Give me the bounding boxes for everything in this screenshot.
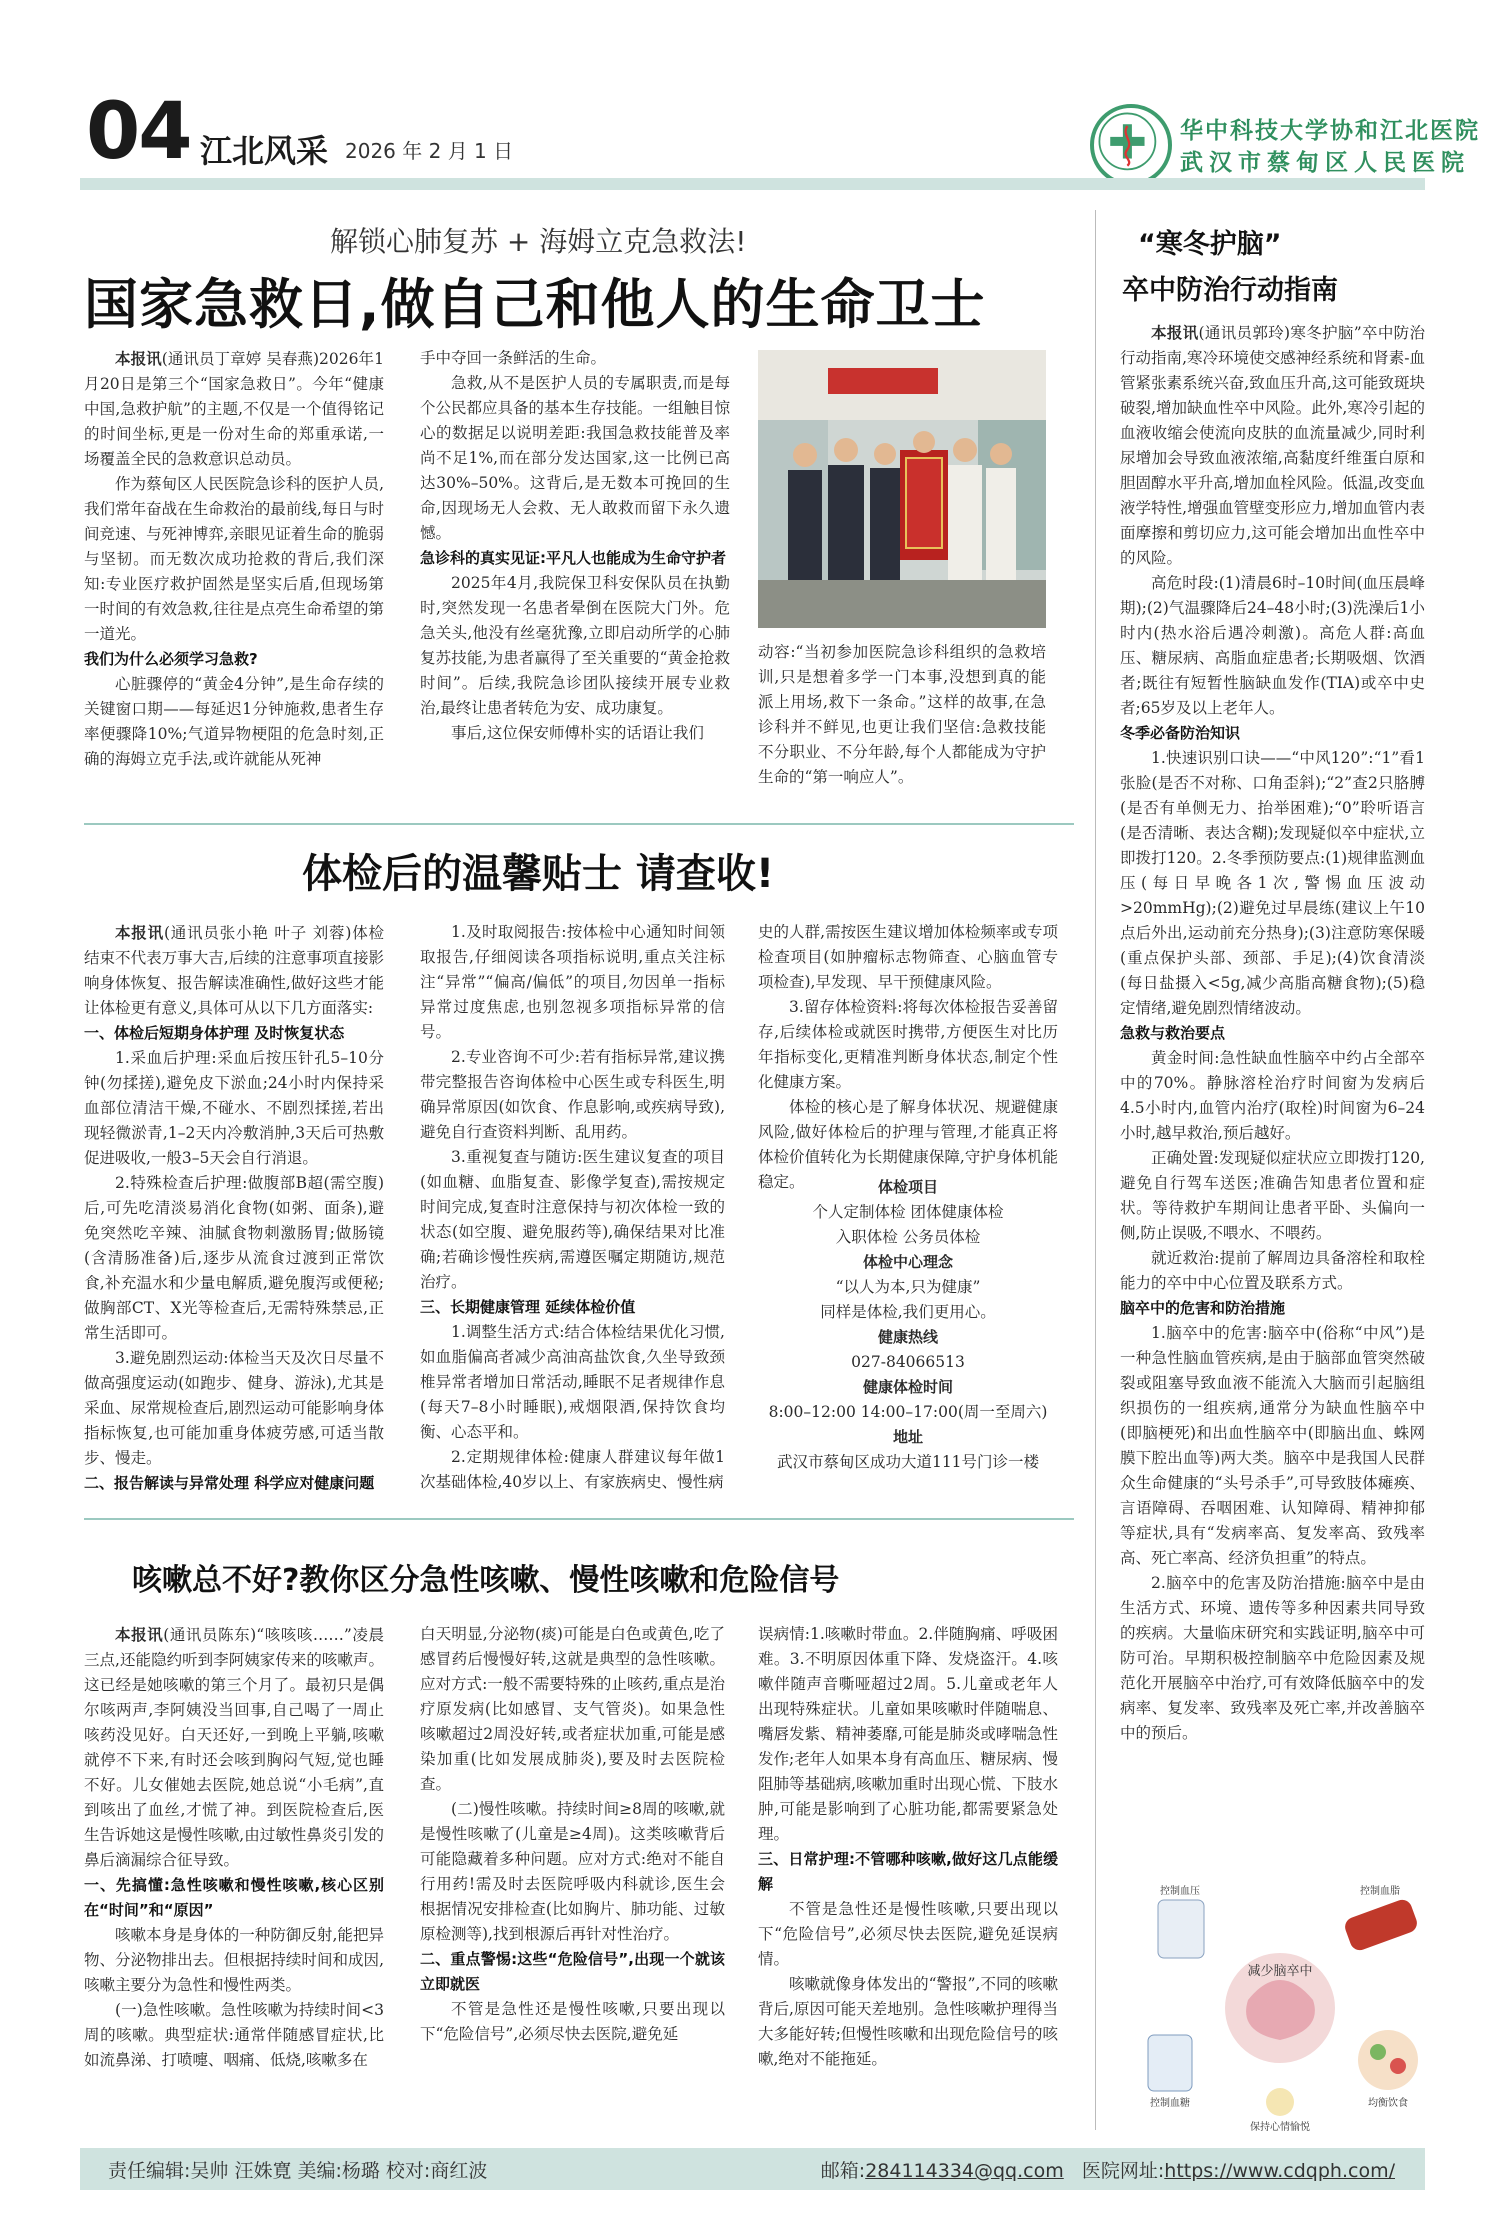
- info-items-line1: 个人定制体检 团体健康体检: [812, 1203, 1004, 1221]
- section-subhead: 一、先搞懂:急性咳嗽和慢性咳嗽,核心区别在“时间”和“原因”: [84, 1876, 384, 1919]
- body-paragraph: (一)急性咳嗽。急性咳嗽为持续时间<3周的咳嗽。典型症状:通常伴随感冒症状,比如流鼻涕、打喷嚏、咽痛、低烧,咳嗽多在: [84, 2001, 384, 2069]
- body-paragraph: 不管是急性还是慢性咳嗽,只要出现以下“危险信号”,必须尽快去医院,避免延误病情。: [758, 1900, 1058, 1968]
- sidebar-title-line1: “寒冬护脑”: [1138, 229, 1282, 260]
- info-items-label: 体检项目: [877, 1178, 938, 1196]
- body-paragraph: 误病情:1.咳嗽时带血。2.伴随胸痛、呼吸困难。3.不明原因体重下降、发烧盗汗。4.咳嗽伴随声音嘶哑超过2周。5.儿童或老年人出现特殊症状。儿童如果咳嗽时伴随喘息、嘴唇发紫、精神萎靡,可能是肺炎或哮喘急性发作;老年人如果本身有高血压、糖尿病、慢阻肺等基础病,咳嗽加重时出现心慌、下肢水肿,可能是影响到了心脏功能,都需要紧急处理。: [758, 1625, 1058, 1843]
- info-hotline: 027-84066513: [851, 1353, 965, 1371]
- body-paragraph: [84, 346, 384, 472]
- body-paragraph: [84, 920, 384, 1021]
- info-address-label: 地址: [892, 1428, 923, 1446]
- article1-column-1: [84, 346, 384, 772]
- infographic-label-lipid: 控制血脂: [1360, 1886, 1400, 1897]
- body-paragraph: 1.采血后护理:采血后按压针孔5–10分钟(勿揉搓),避免皮下淤血;24小时内保持采血部位清洁干燥,不碰水、不剧烈揉搓,若出现轻微淤青,1–2天内冷敷消肿,3天后可热敷促进吸收,一般3–5天会自行消退。: [84, 1049, 384, 1167]
- body-paragraph: 心脏骤停的“黄金4分钟”,是生命存续的关键窗口期——每延迟1分钟施救,患者生存率便骤降10%;气道异物梗阻的危急时刻,正确的海姆立克手法,或许就能从死神: [84, 675, 384, 768]
- article3-column-1: [84, 1622, 384, 2073]
- body-paragraph: 2.定期规律体检:健康人群建议每年做1次基础体检,40岁以上、有家族病史、慢性病: [420, 1448, 725, 1491]
- body-paragraph: 手中夺回一条鲜活的生命。: [420, 349, 607, 367]
- byline-lead: 本报讯: [115, 349, 162, 368]
- infographic-label-bp: 控制血压: [1160, 1886, 1200, 1897]
- body-paragraph: 作为蔡甸区人民医院急诊科的医护人员,我们常年奋战在生命救治的最前线,每日与时间竞速、与死神博弈,亲眼见证着生命的脆弱与坚韧。而无数次成功抢救的背后,我们深知:专业医疗救护固然是坚实后盾,但现场第一时间的有效急救,往往是点亮生命希望的第一道光。: [84, 475, 384, 643]
- info-hours-label: 健康体检时间: [862, 1378, 953, 1396]
- body-paragraph: (二)慢性咳嗽。持续时间≥8周的咳嗽,就是慢性咳嗽了(儿童是≥4周)。这类咳嗽背后可能隐藏着多种问题。应对方式:绝对不能自行用药!需及时去医院呼吸内科就诊,医生会根据情况安排检查(比如胸片、肺功能、过敏原检测等),找到根源后再针对性治疗。: [420, 1800, 725, 1943]
- article1-kicker: 解锁心肺复苏 + 海姆立克急救法!: [330, 225, 747, 258]
- byline-lead: 本报讯: [1151, 323, 1199, 342]
- section-subhead: 二、报告解读与异常处理 科学应对健康问题: [84, 1474, 375, 1492]
- info-hotline-label: 健康热线: [877, 1328, 938, 1346]
- footer-email-label: 邮箱:: [820, 2160, 866, 2182]
- issue-date: 2026 年 2 月 1 日: [345, 139, 514, 163]
- infographic-label-food: 均衡饮食: [1368, 2098, 1408, 2109]
- section-subhead: 我们为什么必须学习急救?: [84, 650, 258, 668]
- body-paragraph: 3.留存体检资料:将每次体检报告妥善留存,后续体检或就医时携带,方便医生对比历年指标变化,更精准判断身体状态,制定个性化健康方案。: [758, 998, 1058, 1091]
- article2-column-3: [758, 920, 1058, 1195]
- info-philosophy-label: 体检中心理念: [862, 1253, 953, 1271]
- article1-photo: [758, 350, 1046, 628]
- info-philosophy-line2: 同样是体检,我们更用心。: [820, 1303, 996, 1321]
- paragraph-text: (通讯员陈东)“咳咳咳……”凌晨三点,还能隐约听到李阿姨家传来的咳嗽声。这已经是她咳嗽的第三个月了。最初只是偶尔咳两声,李阿姨没当回事,自己喝了一周止咳药没见好。白天还好,一到晚上平躺,咳嗽就停不下来,有时还会咳到胸闷气短,觉也睡不好。儿女催她去医院,她总说“小毛病”,直到咳出了血丝,才慌了神。到医院检查后,医生告诉她这是慢性咳嗽,由过敏性鼻炎引发的鼻后滴漏综合征导致。: [84, 1626, 384, 1869]
- page-number: 04: [86, 87, 191, 177]
- section-subhead: 二、重点警惕:这些“危险信号”,出现一个就该立即就医: [420, 1950, 725, 1993]
- sidebar-column: [1120, 320, 1425, 1746]
- article2-top-rule: [84, 823, 1074, 825]
- hospital-name-line1: 华中科技大学协和江北医院: [1180, 117, 1480, 144]
- body-paragraph: [84, 1622, 384, 1873]
- article3-top-rule: [84, 1518, 1074, 1520]
- sidebar-divider: [1095, 210, 1096, 2130]
- body-paragraph: 1.脑卒中的危害:脑卒中(俗称“中风”)是一种急性脑血管疾病,是由于脑部血管突然破裂或阻塞导致血液不能流入大脑而引起脑组织损伤的一组疾病,通常分为缺血性脑卒中(即脑梗死)和出血性脑卒中(即脑出血、蛛网膜下腔出血等)两大类。脑卒中是我国人民群众生命健康的“头号杀手”,可导致肢体瘫痪、言语障碍、吞咽困难、认知障碍、精神抑郁等症状,具有“发病率高、复发率高、致残率高、死亡率高、经济负担重”的特点。: [1120, 1324, 1425, 1567]
- body-paragraph: 白天明显,分泌物(痰)可能是白色或黄色,吃了感冒药后慢慢好转,这就是典型的急性咳嗽。应对方式:一般不需要特殊的止咳药,重点是治疗原发病(比如感冒、支气管炎)。如果急性咳嗽超过2周没好转,或者症状加重,可能是感染加重(比如发展成肺炎),要及时去医院检查。: [420, 1625, 725, 1793]
- body-paragraph: 就近救治:提前了解周边具备溶栓和取栓能力的卒中中心位置及联系方式。: [1120, 1249, 1425, 1292]
- body-paragraph: 黄金时间:急性缺血性脑卒中约占全部卒中的70%。静脉溶栓治疗时间窗为发病后4.5小时内,血管内治疗(取栓)时间窗为6–24小时,越早救治,预后越好。: [1120, 1049, 1425, 1142]
- section-subhead: 三、日常护理:不管哪种咳嗽,做好这几点能缓解: [758, 1850, 1058, 1893]
- paragraph-text: (通讯员张小艳 叶子 刘蓉)体检结束不代表万事大吉,后续的注意事项直接影响身体恢复、报告解读准确性,做好这些才能让体检更有意义,具体可从以下几方面落实:: [84, 924, 384, 1017]
- section-subhead: 急救与救治要点: [1120, 1024, 1226, 1042]
- article1-headline: 国家急救日,做自己和他人的生命卫士: [84, 273, 986, 336]
- article2-column-2: [420, 920, 725, 1495]
- info-items-line2: 入职体检 公务员体检: [835, 1228, 981, 1246]
- body-paragraph: 2.专业咨询不可少:若有指标异常,建议携带完整报告咨询体检中心医生或专科医生,明确异常原因(如饮食、作息影响,或疾病导致),避免自行查资料判断、乱用药。: [420, 1048, 725, 1141]
- article2-column-1: [84, 920, 384, 1496]
- body-paragraph: 高危时段:(1)清晨6时–10时间(血压晨峰期);(2)气温骤降后24–48小时;(3)洗澡后1小时内(热水浴后遇冷刺激)。高危人群:高血压、糖尿病、高脂血症患者;长期吸烟、饮酒者;既往有短暂性脑缺血发作(TIA)或卒中史者;65岁及以上老年人。: [1120, 574, 1425, 717]
- section-subhead: 一、体检后短期身体护理 及时恢复状态: [84, 1024, 345, 1042]
- stroke-prevention-infographic: [1118, 1880, 1443, 2138]
- article3-column-2: [420, 1622, 725, 2047]
- body-paragraph: [1120, 320, 1425, 571]
- paragraph-text: (通讯员郭玲)寒冬护脑”卒中防治行动指南,寒冷环境使交感神经系统和肾素-血管紧张素系统兴奋,致血压升高,这可能致斑块破裂,增加缺血性卒中风险。此外,寒冷引起的血液收缩会使流向皮肤的血流量减少,同时利尿增加会导致血液浓缩,高黏度纤维蛋白原和胆固醇水平升高,增加血栓风险。低温,改变血液学特性,增强血管壁变形应力,增加血管内表面摩擦和剪切应力,这可能会增加出血性卒中的风险。: [1120, 324, 1425, 567]
- byline-lead: 本报讯: [115, 923, 164, 942]
- infographic-label-center: 减少脑卒中: [1247, 1964, 1313, 1979]
- article2-headline: 体检后的温馨贴士 请查收!: [302, 851, 775, 897]
- body-paragraph: 动容:“当初参加医院急诊科组织的急救培训,只是想着多学一门本事,没想到真的能派上用场,救下一条命。”这样的故事,在急诊科并不鲜见,也更让我们坚信:急救技能不分职业、不分年龄,每个人都能成为守护生命的“第一响应人”。: [758, 643, 1046, 786]
- body-paragraph: 体检的核心是了解身体状况、规避健康风险,做好体检后的护理与管理,才能真正将体检价值转化为长期健康保障,守护身体机能稳定。: [758, 1098, 1058, 1191]
- body-paragraph: 2.特殊检查后护理:做腹部B超(需空腹)后,可先吃清淡易消化食物(如粥、面条),避免突然吃辛辣、油腻食物刺激肠胃;做肠镜(含清肠准备)后,逐步从流食过渡到正常饮食,补充温水和少量电解质,避免腹泻或便秘;做胸部CT、X光等检查后,无需特殊禁忌,正常生活即可。: [84, 1174, 384, 1342]
- byline-lead: 本报讯: [115, 1625, 164, 1644]
- section-subhead: 急诊科的真实见证:平凡人也能成为生命守护者: [420, 549, 727, 567]
- body-paragraph: 急救,从不是医护人员的专属职责,而是每个公民都应具备的基本生存技能。一组触目惊心的数据足以说明差距:我国急救技能普及率尚不足1%,而在部分发达国家,这一比例已高达30%–50%。这背后,是无数本可挽回的生命,因现场无人会救、无人敢救而留下永久遗憾。: [420, 374, 731, 542]
- body-paragraph: 1.快速识别口诀——“中风120”:“1”看1张脸(是否不对称、口角歪斜);“2”查2只胳膊(是否有单侧无力、抬举困难);“0”聆听语言(是否清晰、表达含糊);发现疑似卒中症状,立即拨打120。2.冬季预防要点:(1)规律监测血压(每日早晚各1次,警惕血压波动>20mmHg);(2)避免过早晨练(建议上午10点后外出,运动前充分热身);(3)注意防寒保暖(重点保护头部、颈部、手足);(4)饮食清淡(每日盐摄入<5g,减少高脂高糖食物);(5)稳定情绪,避免剧烈情绪波动。: [1120, 749, 1425, 1017]
- section-name: 江北风采: [200, 132, 329, 170]
- top-rule: [80, 178, 1425, 190]
- article1-column-2: [420, 346, 730, 746]
- body-paragraph: 3.重视复查与随访:医生建议复查的项目(如血糖、血脂复查、影像学复查),需按规定时间完成,复查时注意保持与初次体检一致的状态(如空腹、避免服药等),确保结果对比准确;若确诊慢性疾病,需遵医嘱定期随访,规范治疗。: [420, 1148, 725, 1291]
- hospital-logo-icon: [1090, 104, 1172, 186]
- info-hours: 8:00–12:00 14:00–17:00(周一至周六): [768, 1403, 1048, 1421]
- body-paragraph: 2025年4月,我院保卫科安保队员在执勤时,突然发现一名患者晕倒在医院大门外。危急关头,他没有丝毫犹豫,立即启动所学的心肺复苏技能,为患者赢得了至关重要的“黄金抢救时间”。后续,我院急诊团队接续开展专业救治,最终让患者转危为安、成功康复。: [420, 574, 730, 717]
- article1-column-3: [758, 640, 1046, 790]
- article3-column-3: [758, 1622, 1058, 2072]
- body-paragraph: 1.及时取阅报告:按体检中心通知时间领取报告,仔细阅读各项指标说明,重点关注标注“异常”“偏高/偏低”的项目,勿因单一指标异常过度焦虑,也别忽视多项指标异常的信号。: [420, 923, 725, 1041]
- section-subhead: 三、长期健康管理 延续体检价值: [420, 1298, 636, 1316]
- article3-headline: 咳嗽总不好?教你区分急性咳嗽、慢性咳嗽和危险信号: [132, 1563, 840, 1598]
- footer-contact: [821, 2156, 1395, 2183]
- footer-site-label: 医院网址:: [1081, 2160, 1165, 2182]
- footer-bar: [80, 2148, 1425, 2190]
- paragraph-text: (通讯员丁章婷 吴春燕)2026年1月20日是第三个“国家急救日”。今年“健康中国,急救护航”的主题,不仅是一个值得铭记的时间坐标,更是一份对生命的郑重承诺,一场覆盖全民的急救意识总动员。: [84, 350, 384, 468]
- body-paragraph: 史的人群,需按医生建议增加体检频率或专项检查项目(如肿瘤标志物筛查、心脑血管专项检查),早发现、早干预健康风险。: [758, 923, 1058, 991]
- body-paragraph: 2.脑卒中的危害及防治措施:脑卒中是由生活方式、环境、遗传等多种因素共同导致的疾病。大量临床研究和实践证明,脑卒中可防可治。早期积极控制脑卒中危险因素及规范化开展脑卒中治疗,可有效降低脑卒中的发病率、复发率、致残率及死亡率,并改善脑卒中的预后。: [1120, 1574, 1425, 1742]
- info-address: 武汉市蔡甸区成功大道111号门诊一楼: [776, 1453, 1040, 1471]
- article2-info-box: [758, 1175, 1058, 1475]
- body-paragraph: 不管是急性还是慢性咳嗽,只要出现以下“危险信号”,必须尽快去医院,避免延: [420, 2000, 725, 2043]
- sidebar-title-line2: 卒中防治行动指南: [1122, 275, 1338, 306]
- info-philosophy-line1: “以人为本,只为健康”: [835, 1278, 981, 1296]
- section-subhead: 冬季必备防治知识: [1120, 724, 1241, 742]
- body-paragraph: 咳嗽本身是身体的一种防御反射,能把异物、分泌物排出去。但根据持续时间和成因,咳嗽主要分为急性和慢性两类。: [84, 1926, 384, 1994]
- body-paragraph: 正确处置:发现疑似症状应立即拨打120,避免自行驾车送医;准确告知患者位置和症状。等待救护车期间让患者平卧、头偏向一侧,防止误吸,不喂水、不喂药。: [1120, 1149, 1425, 1242]
- infographic-label-mood: 保持心情愉悦: [1250, 2122, 1310, 2133]
- footer-site-link[interactable]: https://www.cdqph.com/: [1164, 2160, 1395, 2182]
- footer-email-link[interactable]: 284114334@qq.com: [865, 2160, 1064, 2182]
- infographic-label-sugar: 控制血糖: [1150, 2098, 1190, 2109]
- body-paragraph: 1.调整生活方式:结合体检结果优化习惯,如血脂偏高者减少高油高盐饮食,久坐导致颈椎异常者增加日常活动,睡眠不足者规律作息(每天7–8小时睡眠),戒烟限酒,保持饮食均衡、心态平和。: [420, 1323, 725, 1441]
- hospital-name-line2: 武汉市蔡甸区人民医院: [1180, 149, 1470, 176]
- body-paragraph: 咳嗽就像身体发出的“警报”,不同的咳嗽背后,原因可能天差地别。急性咳嗽护理得当大多能好转;但慢性咳嗽和出现危险信号的咳嗽,绝对不能拖延。: [758, 1975, 1058, 2068]
- body-paragraph: 3.避免剧烈运动:体检当天及次日尽量不做高强度运动(如跑步、健身、游泳),尤其是采血、尿常规检查后,剧烈运动可能影响身体指标恢复,也可能加重身体疲劳感,可适当散步、慢走。: [84, 1349, 384, 1467]
- masthead: [0, 0, 1500, 190]
- section-subhead: 脑卒中的危害和防治措施: [1120, 1299, 1286, 1317]
- body-paragraph: 事后,这位保安师傅朴实的话语让我们: [451, 724, 704, 742]
- footer-credits: 责任编辑:吴帅 汪姝寛 美编:杨璐 校对:商红波: [108, 2160, 488, 2182]
